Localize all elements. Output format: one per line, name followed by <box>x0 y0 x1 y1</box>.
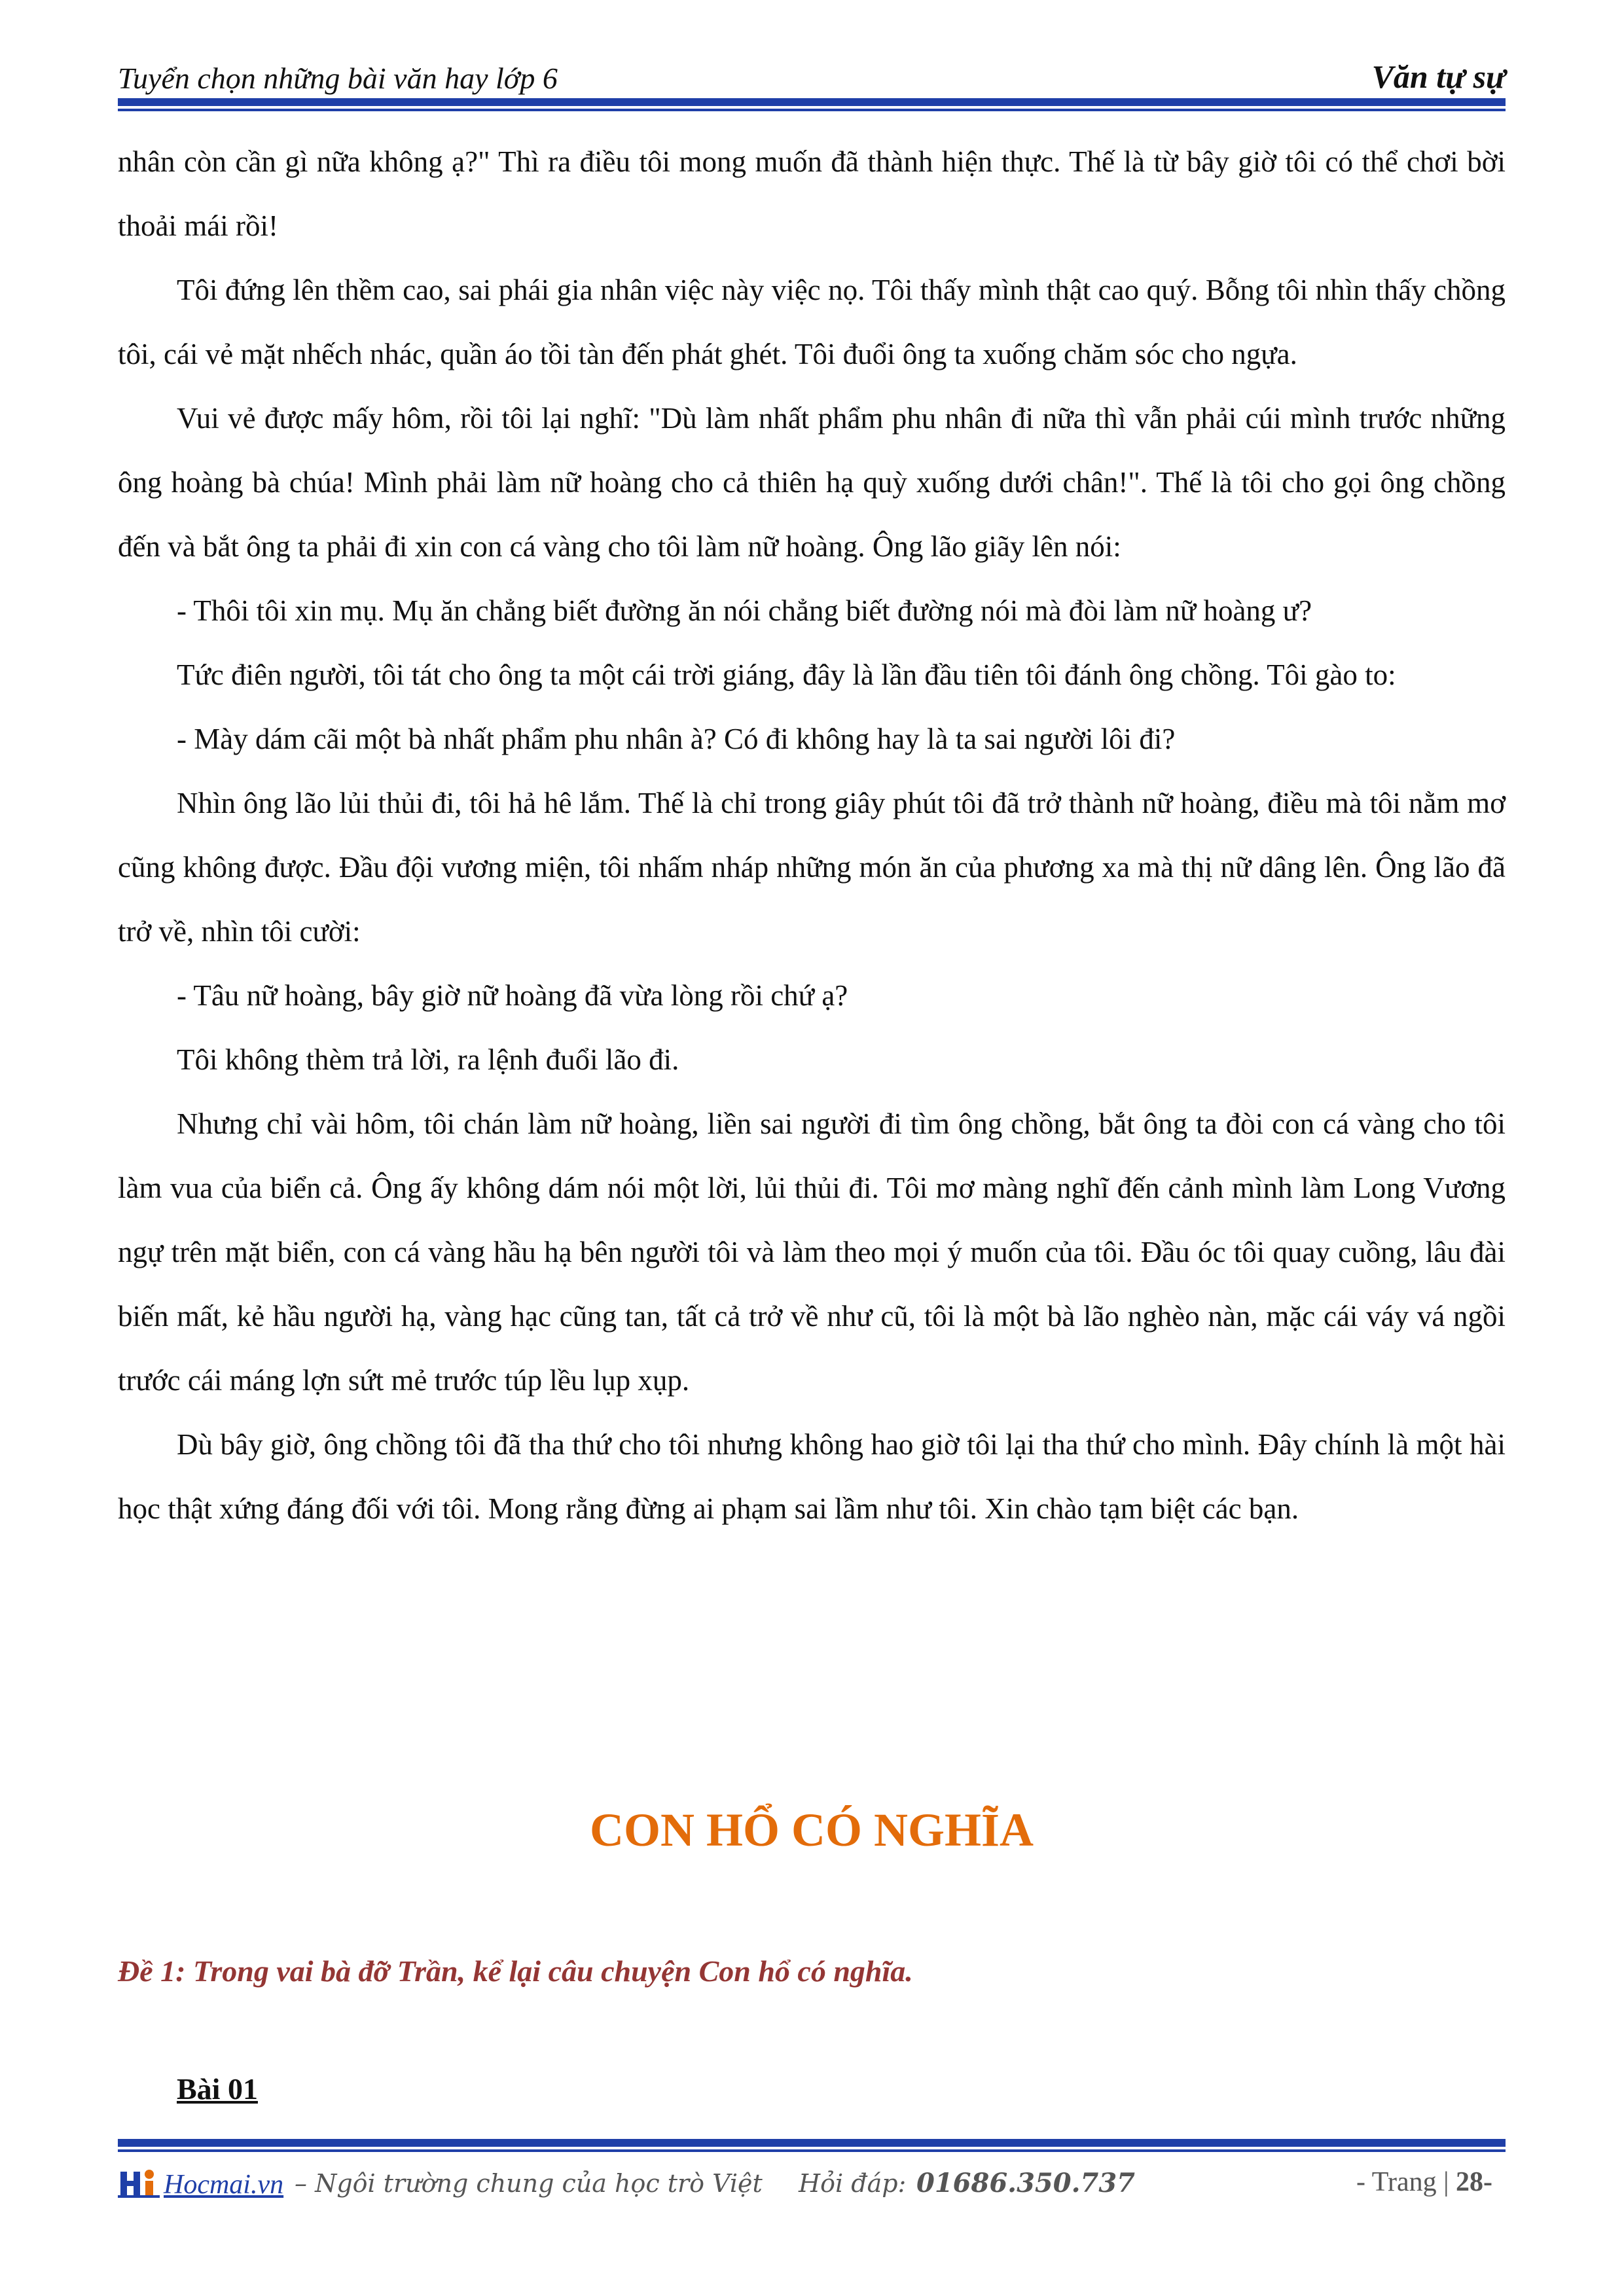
page-footer <box>118 2160 1506 2219</box>
dialogue-line: - Mày dám cãi một bà nhất phẩm phu nhân à? Có đi không hay là ta sai người lôi đi? <box>177 723 1176 755</box>
page-number <box>1356 2166 1492 2198</box>
paragraph: Dù bây giờ, ông chồng tôi đã tha thứ cho tôi nhưng không hao giờ tôi lại tha thứ cho mình. Đây chính là một hài học thật xứng đáng đối với tôi. Mong rằng đừng ai phạm sai lầm như tôi. Xin chào tạm biệt các bạn. <box>118 1428 1506 1525</box>
hotline-number: 01686.350.737 <box>916 2168 1136 2198</box>
paragraph: Tôi đứng lên thềm cao, sai phái gia nhân việc này việc nọ. Tôi thấy mình thật cao quý. Bỗng tôi nhìn thấy chồng tôi, cái vẻ mặt nhếch nhác, quần áo tồi tàn đến phát ghét. Tôi đuổi ông ta xuống chăm sóc cho ngựa. <box>118 274 1506 370</box>
dialogue-line: - Tâu nữ hoàng, bây giờ nữ hoàng đã vừa lòng rồi chứ ạ? <box>177 979 848 1012</box>
section-title: CON HỔ CÓ NGHĨA <box>589 1804 1034 1856</box>
page-header <box>118 51 1506 103</box>
paragraph: Tôi không thèm trả lời, ra lệnh đuổi lão đi. <box>177 1043 679 1076</box>
essay-body <box>118 130 1506 1541</box>
hocmai-logo-icon <box>118 2165 160 2199</box>
essay-prompt: Đề 1: Trong vai bà đỡ Trần, kể lại câu chuyện Con hổ có nghĩa. <box>118 1954 913 1988</box>
paragraph: Vui vẻ được mấy hôm, rồi tôi lại nghĩ: "Dù làm nhất phẩm phu nhân đi nữa thì vẫn phải cúi mình trước những ông hoàng bà chúa! Mình phải làm nữ hoàng cho cả thiên hạ quỳ xuống dưới chân!". Thế là tôi cho gọi ông chồng đến và bắt ông ta phải đi xin con cá vàng cho tôi làm nữ hoàng. Ông lão giãy lên nói: <box>118 402 1506 563</box>
paragraph: Tức điên người, tôi tát cho ông ta một cái trời giáng, đây là lần đầu tiên tôi đánh ông chồng. Tôi gào to: <box>177 658 1396 691</box>
paragraph: Nhìn ông lão lủi thủi đi, tôi hả hê lắm. Thế là chỉ trong giây phút tôi đã trở thành nữ hoàng, điều mà tôi nằm mơ cũng không được. Đầu đội vương miện, tôi nhấm nháp những món ăn của phương xa mà thị nữ dâng lên. Ông lão đã trở về, nhìn tôi cười: <box>118 787 1506 948</box>
subheading: Bài 01 <box>177 2072 258 2106</box>
page-number-value: 28- <box>1456 2167 1492 2197</box>
header-book-title: Tuyển chọn những bài văn hay lớp 6 <box>118 62 558 95</box>
header-rule <box>118 98 1506 106</box>
paragraph: Nhưng chỉ vài hôm, tôi chán làm nữ hoàng, liền sai người đi tìm ông chồng, bắt ông ta đòi con cá vàng cho tôi làm vua của biển cả. Ông ấy không dám nói một lời, lủi thủi đi. Tôi mơ màng nghĩ đến cảnh mình làm Long Vương ngự trên mặt biển, con cá vàng hầu hạ bên người tôi và làm theo mọi ý muốn của tôi. Đầu óc tôi quay cuồng, lâu đài biến mất, kẻ hầu người hạ, vàng hạc cũng tan, tất cả trở về như cũ, tôi là một bà lão nghèo nàn, mặc cái váy vá ngồi trước cái máng lợn sứt mẻ trước túp lều lụp xụp. <box>118 1107 1506 1397</box>
header-section-label: Văn tự sự <box>1371 58 1506 95</box>
hotline-label: Hỏi đáp: <box>799 2169 907 2198</box>
footer-rule <box>118 2139 1506 2147</box>
paragraph: nhân còn cần gì nữa không ạ?" Thì ra điều tôi mong muốn đã thành hiện thực. Thế là từ bây giờ tôi có thể chơi bời thoải mái rồi! <box>118 145 1506 242</box>
dialogue-line: - Thôi tôi xin mụ. Mụ ăn chẳng biết đường ăn nói chẳng biết đường nói mà đòi làm nữ hoàng ư? <box>177 594 1312 627</box>
site-link[interactable]: Hocmai.vn <box>164 2170 284 2200</box>
footer-slogan: – Ngôi trường chung của học trò Việt <box>295 2169 763 2198</box>
page-prefix: - Trang | <box>1356 2167 1449 2197</box>
